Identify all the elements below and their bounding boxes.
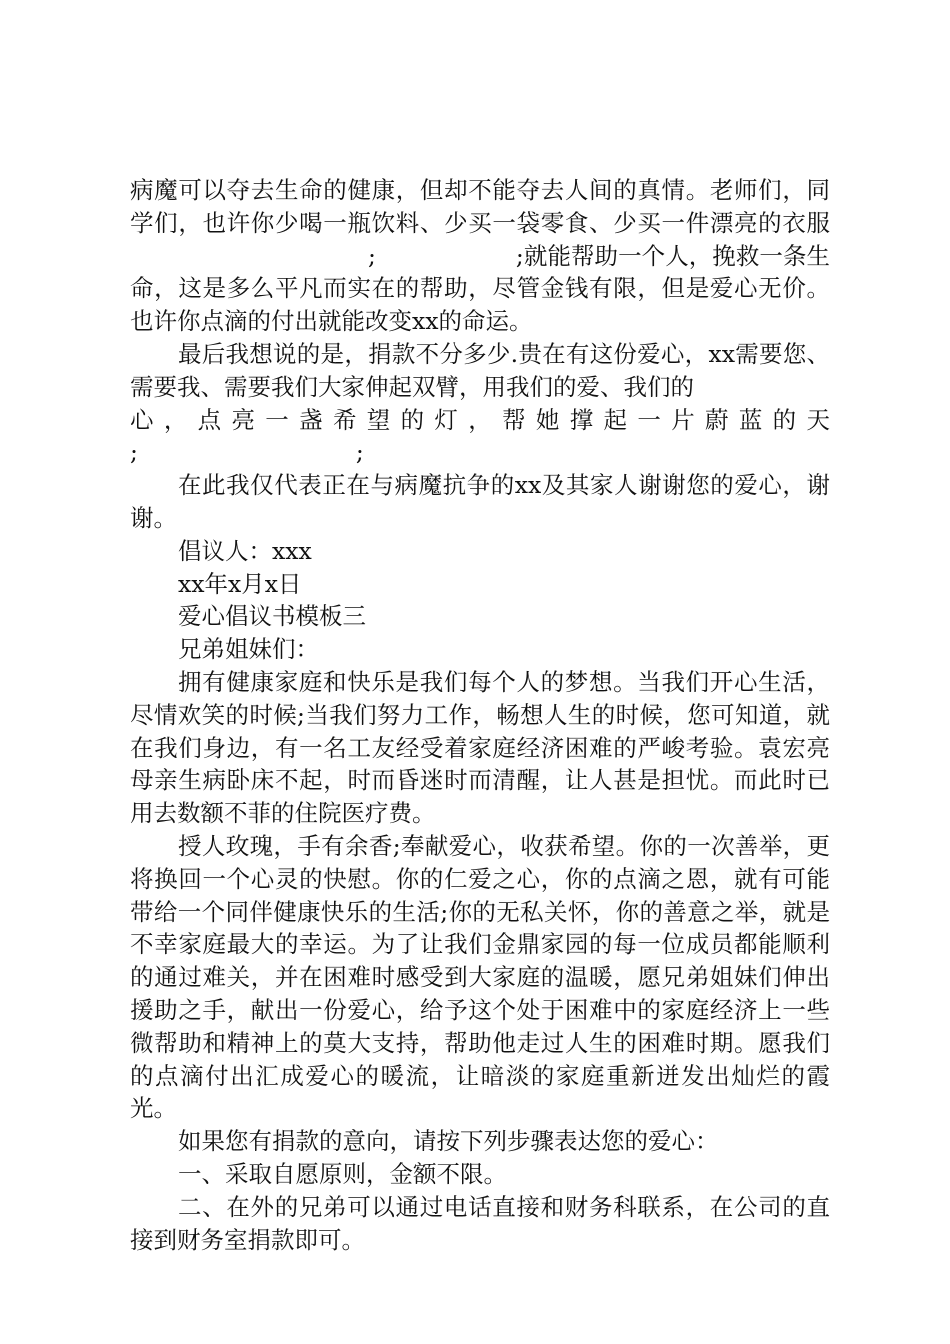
paragraph-thanks: 在此我仅代表正在与病魔抗争的xx及其家人谢谢您的爱心，谢谢。 (130, 471, 830, 532)
date: xx年x月x日 (178, 569, 302, 598)
paragraph-appeal (130, 174, 830, 338)
appeal-text-rest: 人，挽救一条生命，这是多么平凡而实在的帮助，尽管金钱有限，但是爱心无价。也许你点滴的付出就能改变xx的命运。 (130, 241, 831, 336)
paragraph-step-one: 一、采取自愿原则，金额不限。 (178, 1159, 507, 1188)
semicolon: ; (355, 438, 364, 467)
document-body (130, 174, 830, 1256)
signature: 倡议人：xxx (178, 536, 312, 565)
appeal-text-cont: ;就能帮助一个 (515, 241, 666, 270)
paragraph-closing (130, 338, 830, 404)
appeal-text: 病魔可以夺去生命的健康，但却不能夺去人间的真情。老师们，同学们，也许你少喝一瓶饮料、少买一袋零食、少买一件漂亮的衣服 (130, 176, 830, 237)
paragraph-step-two: 二、在外的兄弟可以通过电话直接和财务科联系，在公司的直接到财务室捐款即可。 (130, 1192, 830, 1254)
closing-spread-line: 心，点亮一盏希望的灯，帮她撑起一片蔚蓝的天 (130, 405, 830, 434)
section-heading: 爱心倡议书模板三 (178, 602, 366, 631)
closing-semicolons (130, 436, 830, 469)
paragraph-roses: 授人玫瑰，手有余香;奉献爱心，收获希望。你的一次善举，更将换回一个心灵的快慰。你的仁爱之心，你的点滴之恩，就有可能带给一个同伴健康快乐的生活;你的无私关怀，你的善意之举，就是不幸家庭最大的幸运。为了让我们金鼎家园的每一位成员都能顺利的通过难关，并在困难时感受到大家庭的温暖，愿兄弟姐妹们伸出援助之手，献出一份爱心，给予这个处于困难中的家庭经济上一些微帮助和精神上的莫大支持，帮助他走过人生的困难时期。愿我们的点滴付出汇成爱心的暖流，让暗淡的家庭重新迸发出灿烂的霞光。 (130, 831, 830, 1123)
semicolon: ; (130, 438, 138, 467)
semicolon: ; (368, 241, 376, 270)
paragraph-dream: 拥有健康家庭和快乐是我们每个人的梦想。当我们开心生活，尽情欢笑的时候;当我们努力工作，畅想人生的时候，您可知道，就在我们身边，有一名工友经受着家庭经济困难的严峻考验。袁宏亮母亲生病卧床不起，时而昏迷时而清醒，让人甚是担忧。而此时已用去数额不菲的住院医疗费。 (130, 667, 830, 828)
paragraph-donation-intent: 如果您有捐款的意向，请按下列步骤表达您的爱心： (178, 1127, 719, 1156)
greeting: 兄弟姐妹们： (178, 635, 319, 664)
closing-text: 最后我想说的是，捐款不分多少.贵在有这份爱心，xx需要您、需要我、需要我们大家伸起双臂，用我们的爱、我们的 (130, 339, 830, 401)
